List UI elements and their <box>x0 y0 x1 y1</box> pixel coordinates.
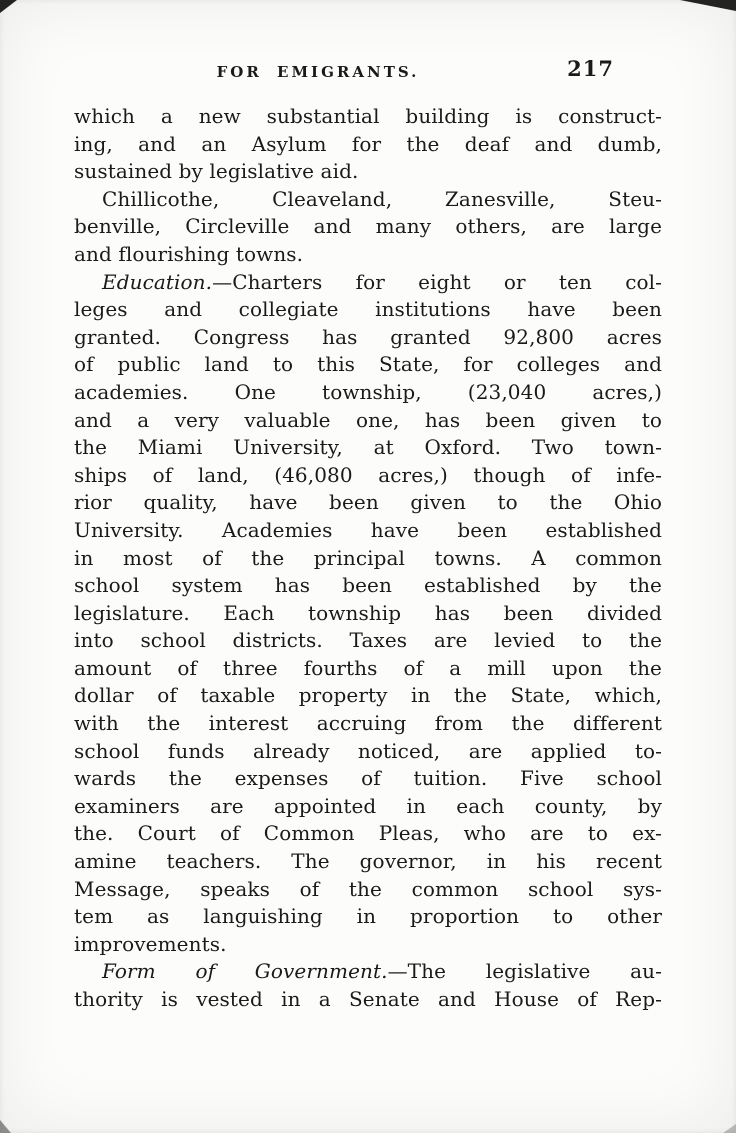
text-line: Chillicothe, Cleaveland, Zanesville, Steu- <box>102 186 662 211</box>
text-line: in most of the principal towns. A common <box>74 545 662 570</box>
text-line: tem as languishing in proportion to other <box>74 904 662 929</box>
page-number: 217 <box>567 56 614 81</box>
text-line: Form of Government.—The legislative au- <box>102 959 662 984</box>
text-line: examiners are appointed in each county, by <box>74 793 662 818</box>
text-line: with the interest accruing from the different <box>74 711 662 736</box>
text-line: and a very valuable one, has been given to <box>74 407 662 432</box>
text-line: wards the expenses of tuition. Five school <box>74 766 662 791</box>
text-line: academies. One township, (23,040 acres,) <box>74 379 662 404</box>
text-line: amount of three fourths of a mill upon the <box>74 655 662 680</box>
text-line: which a new substantial building is construct- <box>74 104 662 128</box>
text-line: Education.—Charters for eight or ten col- <box>102 269 662 294</box>
italic-section-lead: Education. <box>102 269 213 294</box>
text-line: Message, speaks of the common school sys- <box>74 876 662 901</box>
text-line: improvements. <box>74 931 227 956</box>
text-line: the Miami University, at Oxford. Two town- <box>74 435 662 460</box>
text-line: school funds already noticed, are applied to- <box>74 738 662 763</box>
text-line: and flourishing towns. <box>74 241 304 266</box>
text-line: ing, and an Asylum for the deaf and dumb, <box>74 131 662 156</box>
scan-artifact-top-left <box>0 0 17 13</box>
text-line: school system has been established by the <box>74 573 662 598</box>
text-line: of public land to this State, for colleges and <box>74 352 662 377</box>
running-title: FOR EMIGRANTS. <box>216 63 420 81</box>
text-line: benville, Circleville and many others, are large <box>74 214 662 239</box>
text-line: legislature. Each township has been divided <box>74 600 662 625</box>
scan-artifact-bottom-right <box>723 1124 736 1133</box>
text-line: leges and collegiate institutions have been <box>74 297 662 322</box>
text-line: amine teachers. The governor, in his recent <box>74 849 662 874</box>
italic-section-lead: Form of Government. <box>102 959 388 984</box>
scan-artifact-top-right <box>680 0 736 11</box>
text-line: University. Academies have been established <box>74 517 662 542</box>
scan-artifact-bottom-left <box>0 1120 11 1133</box>
page-body <box>74 103 662 1014</box>
text-line: dollar of taxable property in the State, which, <box>74 683 662 708</box>
text-line: granted. Congress has granted 92,800 acres <box>74 324 662 349</box>
text-line: into school districts. Taxes are levied to the <box>74 628 662 653</box>
text-line: the. Court of Common Pleas, who are to ex- <box>74 821 662 846</box>
text-line: sustained by legislative aid. <box>74 159 359 184</box>
text-line: thority is vested in a Senate and House of Rep- <box>74 987 662 1011</box>
text-line: ships of land, (46,080 acres,) though of infe- <box>74 462 662 487</box>
page-header <box>74 56 662 86</box>
text-line: rior quality, have been given to the Ohio <box>74 490 662 515</box>
